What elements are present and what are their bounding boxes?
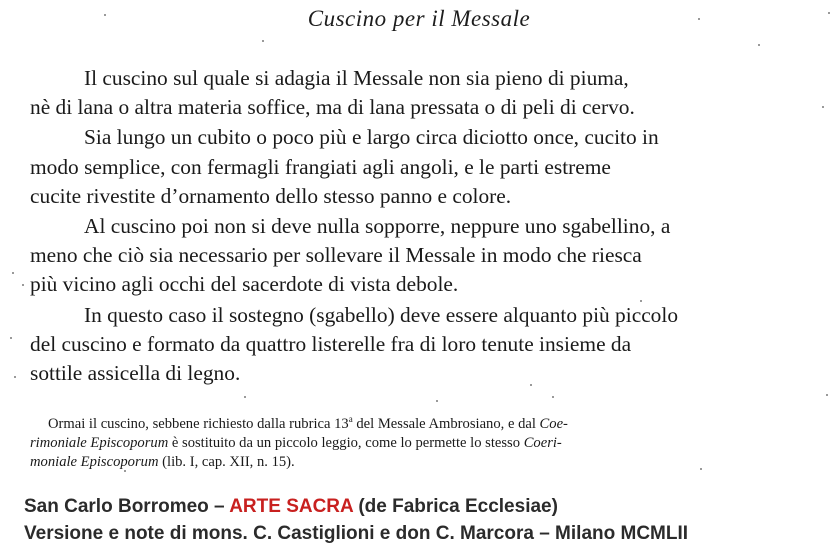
text-line: nè di lana o altra materia soffice, ma di lana pressata o di peli di cervo. xyxy=(30,95,635,120)
scan-speck xyxy=(640,300,642,302)
footnote-text: del Messale Ambrosiano, e dal xyxy=(352,415,540,432)
footnote-text: è sostituito da un piccolo leggio, come lo permette lo stesso xyxy=(168,434,524,451)
scan-speck xyxy=(758,44,760,46)
paragraph xyxy=(30,123,808,211)
scan-speck xyxy=(530,384,532,386)
footnote-text: (lib. I, cap. XII, n. 15). xyxy=(158,453,295,470)
footnote xyxy=(30,410,812,472)
text-line: In questo caso il sostegno (sgabello) deve essere alquanto più piccolo xyxy=(84,302,679,327)
scan-speck xyxy=(10,337,12,339)
page-title: Cuscino per il Messale xyxy=(307,6,531,31)
text-line: più vicino agli occhi del sacerdote di vista debole. xyxy=(30,272,459,297)
footnote-italic: Coe- xyxy=(539,415,568,432)
text-line: Sia lungo un cubito o poco più e largo circa diciotto once, cucito in xyxy=(84,125,659,150)
scan-speck xyxy=(22,284,24,286)
footnote-text: Ormai il cuscino, sebbene richiesto dalla rubrica 13 xyxy=(48,415,349,432)
footnote-italic: rimoniale Episcoporum xyxy=(30,434,169,451)
scan-speck xyxy=(262,40,264,42)
text-line: meno che ciò sia necessario per sollevare il Messale in modo che riesca xyxy=(30,243,642,268)
text-line: sottile assicella di legno. xyxy=(30,361,241,386)
scan-speck xyxy=(124,470,126,472)
scan-speck xyxy=(12,272,14,274)
footnote-line xyxy=(30,453,812,472)
text-line: Al cuscino poi non si deve nulla sopporre, neppure uno sgabellino, a xyxy=(84,214,671,239)
footnote-italic: moniale Episcoporum xyxy=(30,453,159,470)
paragraph xyxy=(30,212,808,300)
caption-book-title: ARTE SACRA xyxy=(229,496,354,517)
paragraph xyxy=(30,301,808,389)
text-line: Il cuscino sul quale si adagia il Messale non sia pieno di piuma, xyxy=(84,66,629,90)
scan-speck xyxy=(822,106,824,108)
source-caption xyxy=(24,493,688,547)
scan-speck xyxy=(826,394,828,396)
text-line: cucite rivestite d’ornamento dello stesso panno e colore. xyxy=(30,183,512,208)
paragraph xyxy=(30,64,808,122)
caption-text: (de Fabrica Ecclesiae) xyxy=(353,496,558,517)
scan-speck xyxy=(436,400,438,402)
caption-text: San Carlo Borromeo – xyxy=(24,496,230,517)
body-text xyxy=(30,64,808,389)
footnote-superscript: a xyxy=(348,414,353,424)
scan-speck xyxy=(104,14,106,16)
scan-speck xyxy=(828,12,830,14)
caption-line: Versione e note di mons. C. Castiglioni e don C. Marcora – Milano MCMLII xyxy=(24,523,689,544)
scan-speck xyxy=(700,468,702,470)
scan-speck xyxy=(244,396,246,398)
footnote-line xyxy=(30,434,812,453)
scan-speck xyxy=(14,376,16,378)
scan-speck xyxy=(552,396,554,398)
text-line: del cuscino e formato da quattro listerelle fra di loro tenute insieme da xyxy=(30,331,632,356)
footnote-line xyxy=(30,410,812,434)
scan-speck xyxy=(698,18,700,20)
footnote-italic: Coeri- xyxy=(523,434,562,451)
caption-line xyxy=(24,493,688,520)
text-line: modo semplice, con fermagli frangiati agli angoli, e le parti estreme xyxy=(30,154,611,179)
